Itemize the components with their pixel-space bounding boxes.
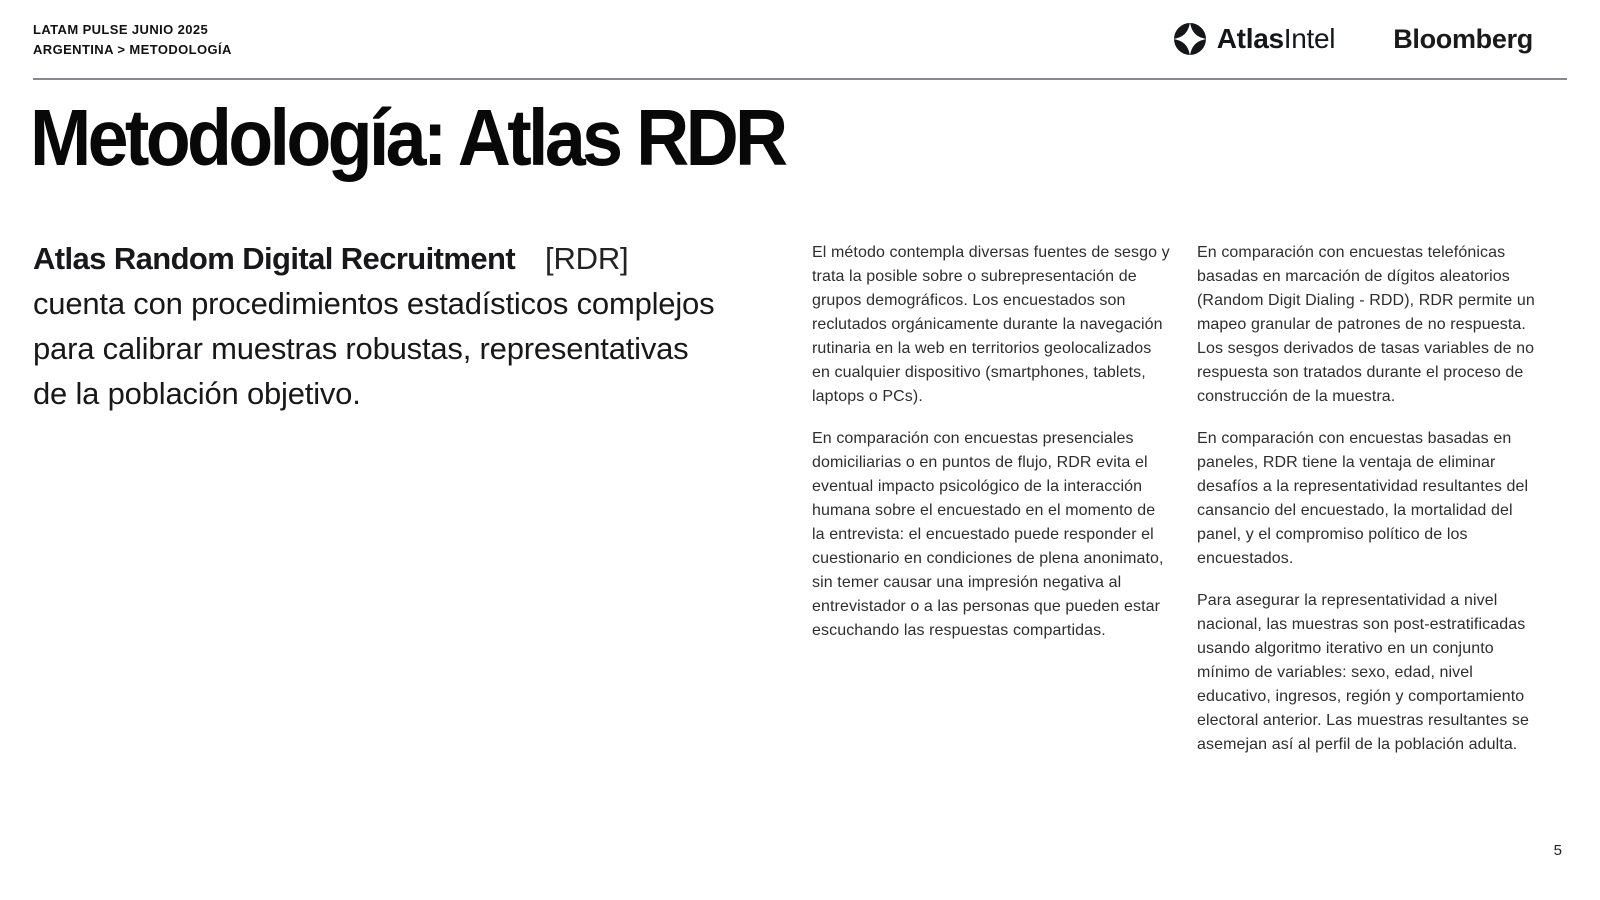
paragraph-vs-rdd: En comparación con encuestas telefónicas basadas en marcación de dígitos aleatorios (Random Digit Dialing - RDD), RDR permite un mapeo granular de patrones de no respuesta. Los sesgos derivados de tasas variables de no respuesta son tratados durante el proceso de construcción de la muestra.	[1197, 244, 1535, 405]
header-divider	[33, 78, 1567, 80]
right-column	[1197, 241, 1541, 775]
middle-column	[812, 241, 1172, 661]
page-number: 5	[1553, 842, 1562, 859]
kicker	[33, 20, 232, 60]
header	[33, 20, 1567, 60]
breadcrumb: ARGENTINA > METODOLOGÍA	[33, 42, 232, 57]
atlasintel-logo	[1173, 22, 1335, 56]
logo-group	[1173, 22, 1533, 56]
paragraph-post-stratification: Para asegurar la representatividad a nivel nacional, las muestras son post-estratificadas usando algoritmo iterativo en un conjunto mínimo de variables: sexo, edad, nivel educativo, ingresos, región y comportamiento electoral anterior. Las muestras resultantes se asemejan así al perfil de la población adulta.	[1197, 592, 1529, 753]
paragraph-method-sources: El método contempla diversas fuentes de sesgo y trata la posible sobre o subrepresentación de grupos demográficos. Los encuestados son reclutados orgánicamente durante la navegación rutinaria en la web en territorios geolocalizados en cualquier dispositivo (smartphones, tablets, laptops o PCs).	[812, 244, 1170, 405]
intro-bold-text: Atlas Random Digital Recruitment	[33, 241, 516, 276]
page-title: Metodología: Atlas RDR	[30, 93, 785, 182]
kicker-line-1: LATAM PULSE JUNIO 2025	[33, 22, 209, 37]
atlasintel-compass-icon	[1173, 22, 1207, 56]
intro-rdr-bracket: [RDR]	[545, 241, 629, 276]
atlasintel-wordmark-light: Intel	[1283, 23, 1336, 54]
bloomberg-wordmark: Bloomberg	[1393, 23, 1533, 54]
atlasintel-wordmark	[1217, 23, 1335, 55]
paragraph-vs-in-person: En comparación con encuestas presenciales domiciliarias o en puntos de flujo, RDR evita el eventual impacto psicológico de la interacción humana sobre el encuestado en el momento de la entrevista: el encuestado puede responder el cuestionario en condiciones de plena anonimato, sin temer causar una impresión negativa al entrevistador o a las personas que pueden estar escuchando las respuestas compartidas.	[812, 430, 1164, 639]
paragraph-vs-panels: En comparación con encuestas basadas en paneles, RDR tiene la ventaja de eliminar desafíos a la representatividad resultantes del cansancio del encuestado, la mortalidad del panel, y el compromiso político de los encuestados.	[1197, 430, 1529, 567]
atlasintel-wordmark-bold: Atlas	[1216, 23, 1284, 54]
intro-statement	[33, 236, 715, 416]
intro-rest-text: cuenta con procedimientos estadísticos complejos para calibrar muestras robustas, representativas de la población objetivo.	[33, 286, 715, 411]
